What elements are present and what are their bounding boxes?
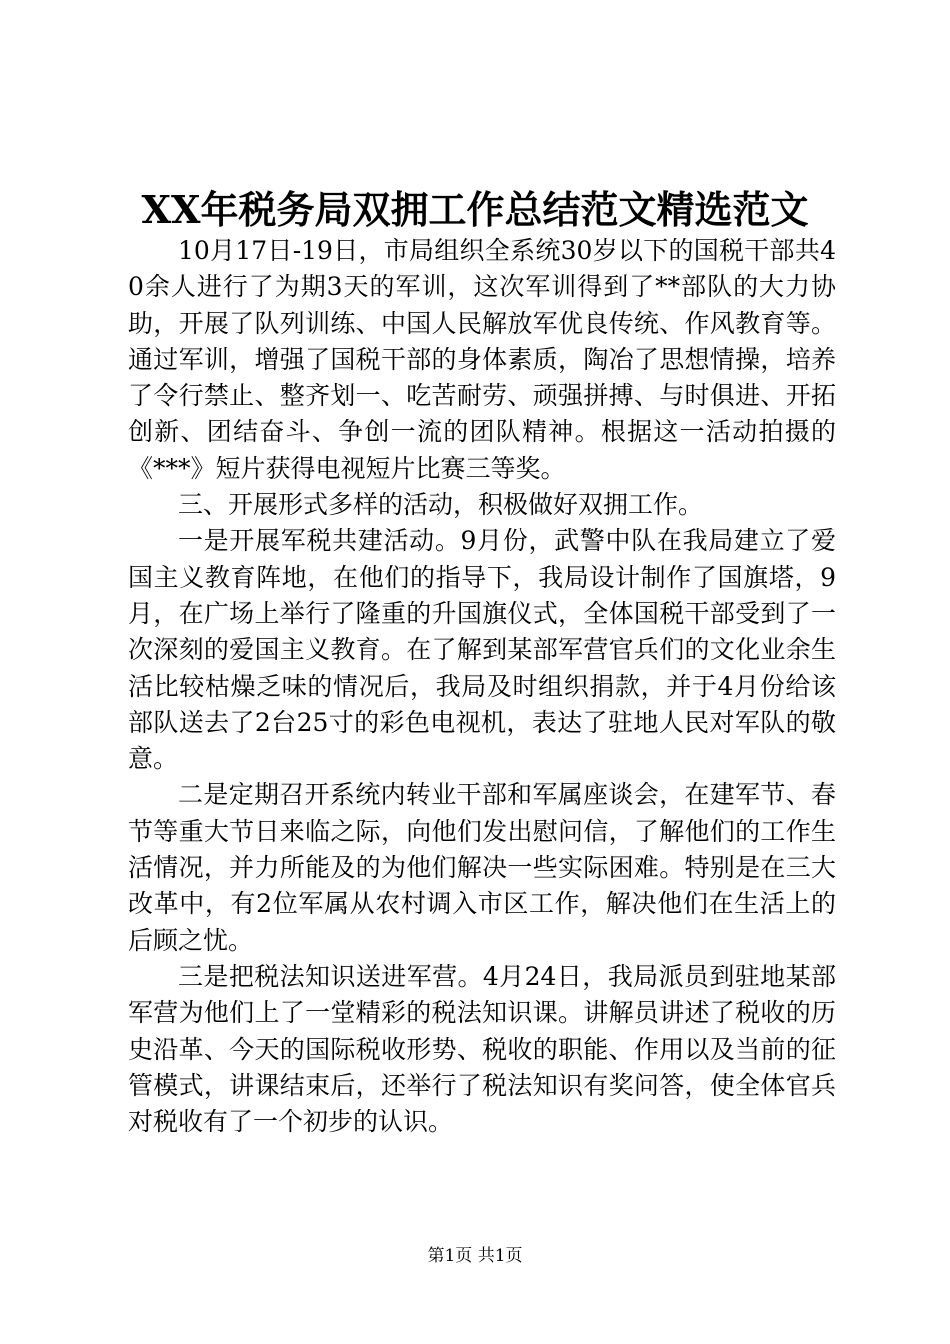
paragraph-military-training: 10月17日-19日，市局组织全系统30岁以下的国税干部共40余人进行了为期3天的军训，这次军训得到了**部队的大力协助，开展了队列训练、中国人民解放军优良传统、作风教育等。通过军训，增强了国税干部的身体素质，陶冶了思想情操，培养了令行禁止、整齐划一、吃苦耐劳、顽强拼搏、与时俱进、开拓创新、团结奋斗、争创一流的团队精神。根据这一活动拍摄的《***》短片获得电视短片比赛三等奖。 xyxy=(128,236,836,483)
paragraph-veteran-symposium: 二是定期召开系统内转业干部和军属座谈会，在建军节、春节等重大节日来临之际，向他们发出慰问信，了解他们的工作生活情况，并力所能及的为他们解决一些实际困难。特别是在三大改革中，有2位军属从农村调入市区工作，解决他们在生活上的后顾之忧。 xyxy=(128,780,836,955)
page-footer: 第1页 共1页 xyxy=(427,1246,523,1266)
paragraph-joint-construction: 一是开展军税共建活动。9月份，武警中队在我局建立了爱国主义教育阵地，在他们的指导下，我局设计制作了国旗塔，9月，在广场上举行了隆重的升国旗仪式，全体国税干部受到了一次深刻的爱国主义教育。在了解到某部军营官兵们的文化业余生活比较枯燥乏味的情况后，我局及时组织捐款，并于4月份给该部队送去了2台25寸的彩色电视机，表达了驻地人民对军队的敬意。 xyxy=(128,526,836,774)
paragraph-tax-law-education: 三是把税法知识送进军营。4月24日，我局派员到驻地某部军营为他们上了一堂精彩的税法知识课。讲解员讲述了税收的历史沿革、今天的国际税收形势、税收的职能、作用以及当前的征管模式，讲课结束后，还举行了税法知识有奖问答，使全体官兵对税收有了一个初步的认识。 xyxy=(128,961,836,1137)
section-heading-activities: 三、开展形式多样的活动，积极做好双拥工作。 xyxy=(178,490,704,520)
document-body xyxy=(128,233,836,1140)
document-title: XX年税务局双拥工作总结范文精选范文 xyxy=(141,187,809,232)
